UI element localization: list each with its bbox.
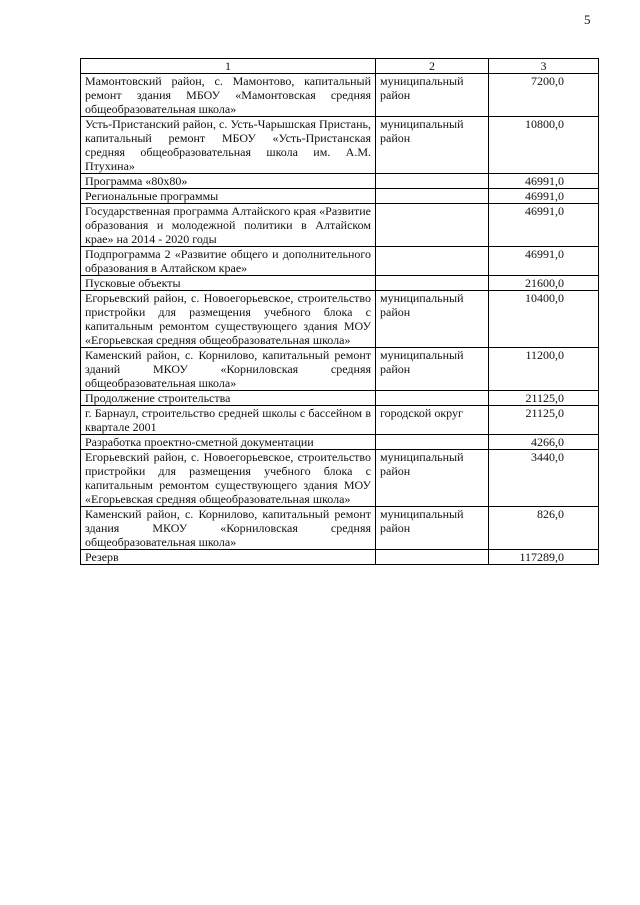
- page-number: 5: [584, 12, 591, 27]
- row-name: Резерв: [81, 550, 376, 565]
- row-level: муниципальный район: [376, 450, 489, 507]
- header-col-3: 3: [489, 59, 599, 74]
- table-row: [81, 117, 599, 174]
- row-amount: 10400,0: [489, 291, 599, 348]
- table-row: [81, 550, 599, 565]
- row-level: городской округ: [376, 406, 489, 435]
- table-header-row: [81, 59, 599, 74]
- row-amount: 21125,0: [489, 391, 599, 406]
- row-amount: 7200,0: [489, 74, 599, 117]
- row-name: Пусковые объекты: [81, 276, 376, 291]
- row-level: муниципальный район: [376, 117, 489, 174]
- row-level: [376, 435, 489, 450]
- row-name: Разработка проектно-сметной документации: [81, 435, 376, 450]
- row-level: [376, 174, 489, 189]
- table-row: [81, 450, 599, 507]
- row-name: Региональные программы: [81, 189, 376, 204]
- table-row: [81, 291, 599, 348]
- table-row: [81, 348, 599, 391]
- row-level: [376, 189, 489, 204]
- row-amount: 4266,0: [489, 435, 599, 450]
- row-level: [376, 276, 489, 291]
- row-name: Подпрограмма 2 «Развитие общего и дополнительного образования в Алтайском крае»: [81, 247, 376, 276]
- row-name: Усть-Пристанский район, с. Усть-Чарышская Пристань, капитальный ремонт МБОУ «Усть-Пристанская средняя общеобразовательная школа им. А.М. Птухина»: [81, 117, 376, 174]
- table-row: [81, 247, 599, 276]
- header-col-1: 1: [81, 59, 376, 74]
- table-row: [81, 276, 599, 291]
- row-amount: 46991,0: [489, 189, 599, 204]
- row-level: муниципальный район: [376, 507, 489, 550]
- row-level: [376, 550, 489, 565]
- row-level: муниципальный район: [376, 348, 489, 391]
- row-name: Продолжение строительства: [81, 391, 376, 406]
- table-row: [81, 406, 599, 435]
- row-amount: 46991,0: [489, 174, 599, 189]
- table-row: [81, 189, 599, 204]
- row-name: Егорьевский район, с. Новоегорьевское, строительство пристройки для размещения учебного блока с капитальным ремонтом существующего здания МОУ «Егорьевская средняя общеобразовательная школа»: [81, 450, 376, 507]
- row-amount: 21125,0: [489, 406, 599, 435]
- row-amount: 46991,0: [489, 204, 599, 247]
- row-name: Егорьевский район, с. Новоегорьевское, строительство пристройки для размещения учебного блока с капитальным ремонтом существующего здания МОУ «Егорьевская средняя общеобразовательная школа»: [81, 291, 376, 348]
- row-name: г. Барнаул, строительство средней школы с бассейном в квартале 2001: [81, 406, 376, 435]
- row-name: Мамонтовский район, с. Мамонтово, капитальный ремонт здания МБОУ «Мамонтовская средняя общеобразовательная школа»: [81, 74, 376, 117]
- row-name: Государственная программа Алтайского края «Развитие образования и молодежной политики в Алтайском крае» на 2014 - 2020 годы: [81, 204, 376, 247]
- row-amount: 3440,0: [489, 450, 599, 507]
- row-name: Каменский район, с. Корнилово, капитальный ремонт зданий МКОУ «Корниловская средняя общеобразовательная школа»: [81, 348, 376, 391]
- table-row: [81, 507, 599, 550]
- row-level: муниципальный район: [376, 291, 489, 348]
- row-level: муниципальный район: [376, 74, 489, 117]
- table-row: [81, 74, 599, 117]
- row-amount: 10800,0: [489, 117, 599, 174]
- row-amount: 826,0: [489, 507, 599, 550]
- row-name: Каменский район, с. Корнилово, капитальный ремонт здания МКОУ «Корниловская средняя общеобразовательная школа»: [81, 507, 376, 550]
- table-row: [81, 204, 599, 247]
- row-level: [376, 247, 489, 276]
- row-level: [376, 204, 489, 247]
- table-row: [81, 174, 599, 189]
- row-amount: 117289,0: [489, 550, 599, 565]
- table-row: [81, 391, 599, 406]
- header-col-2: 2: [376, 59, 489, 74]
- row-amount: 21600,0: [489, 276, 599, 291]
- row-amount: 46991,0: [489, 247, 599, 276]
- budget-table: [80, 58, 599, 565]
- row-name: Программа «80х80»: [81, 174, 376, 189]
- row-amount: 11200,0: [489, 348, 599, 391]
- table-row: [81, 435, 599, 450]
- row-level: [376, 391, 489, 406]
